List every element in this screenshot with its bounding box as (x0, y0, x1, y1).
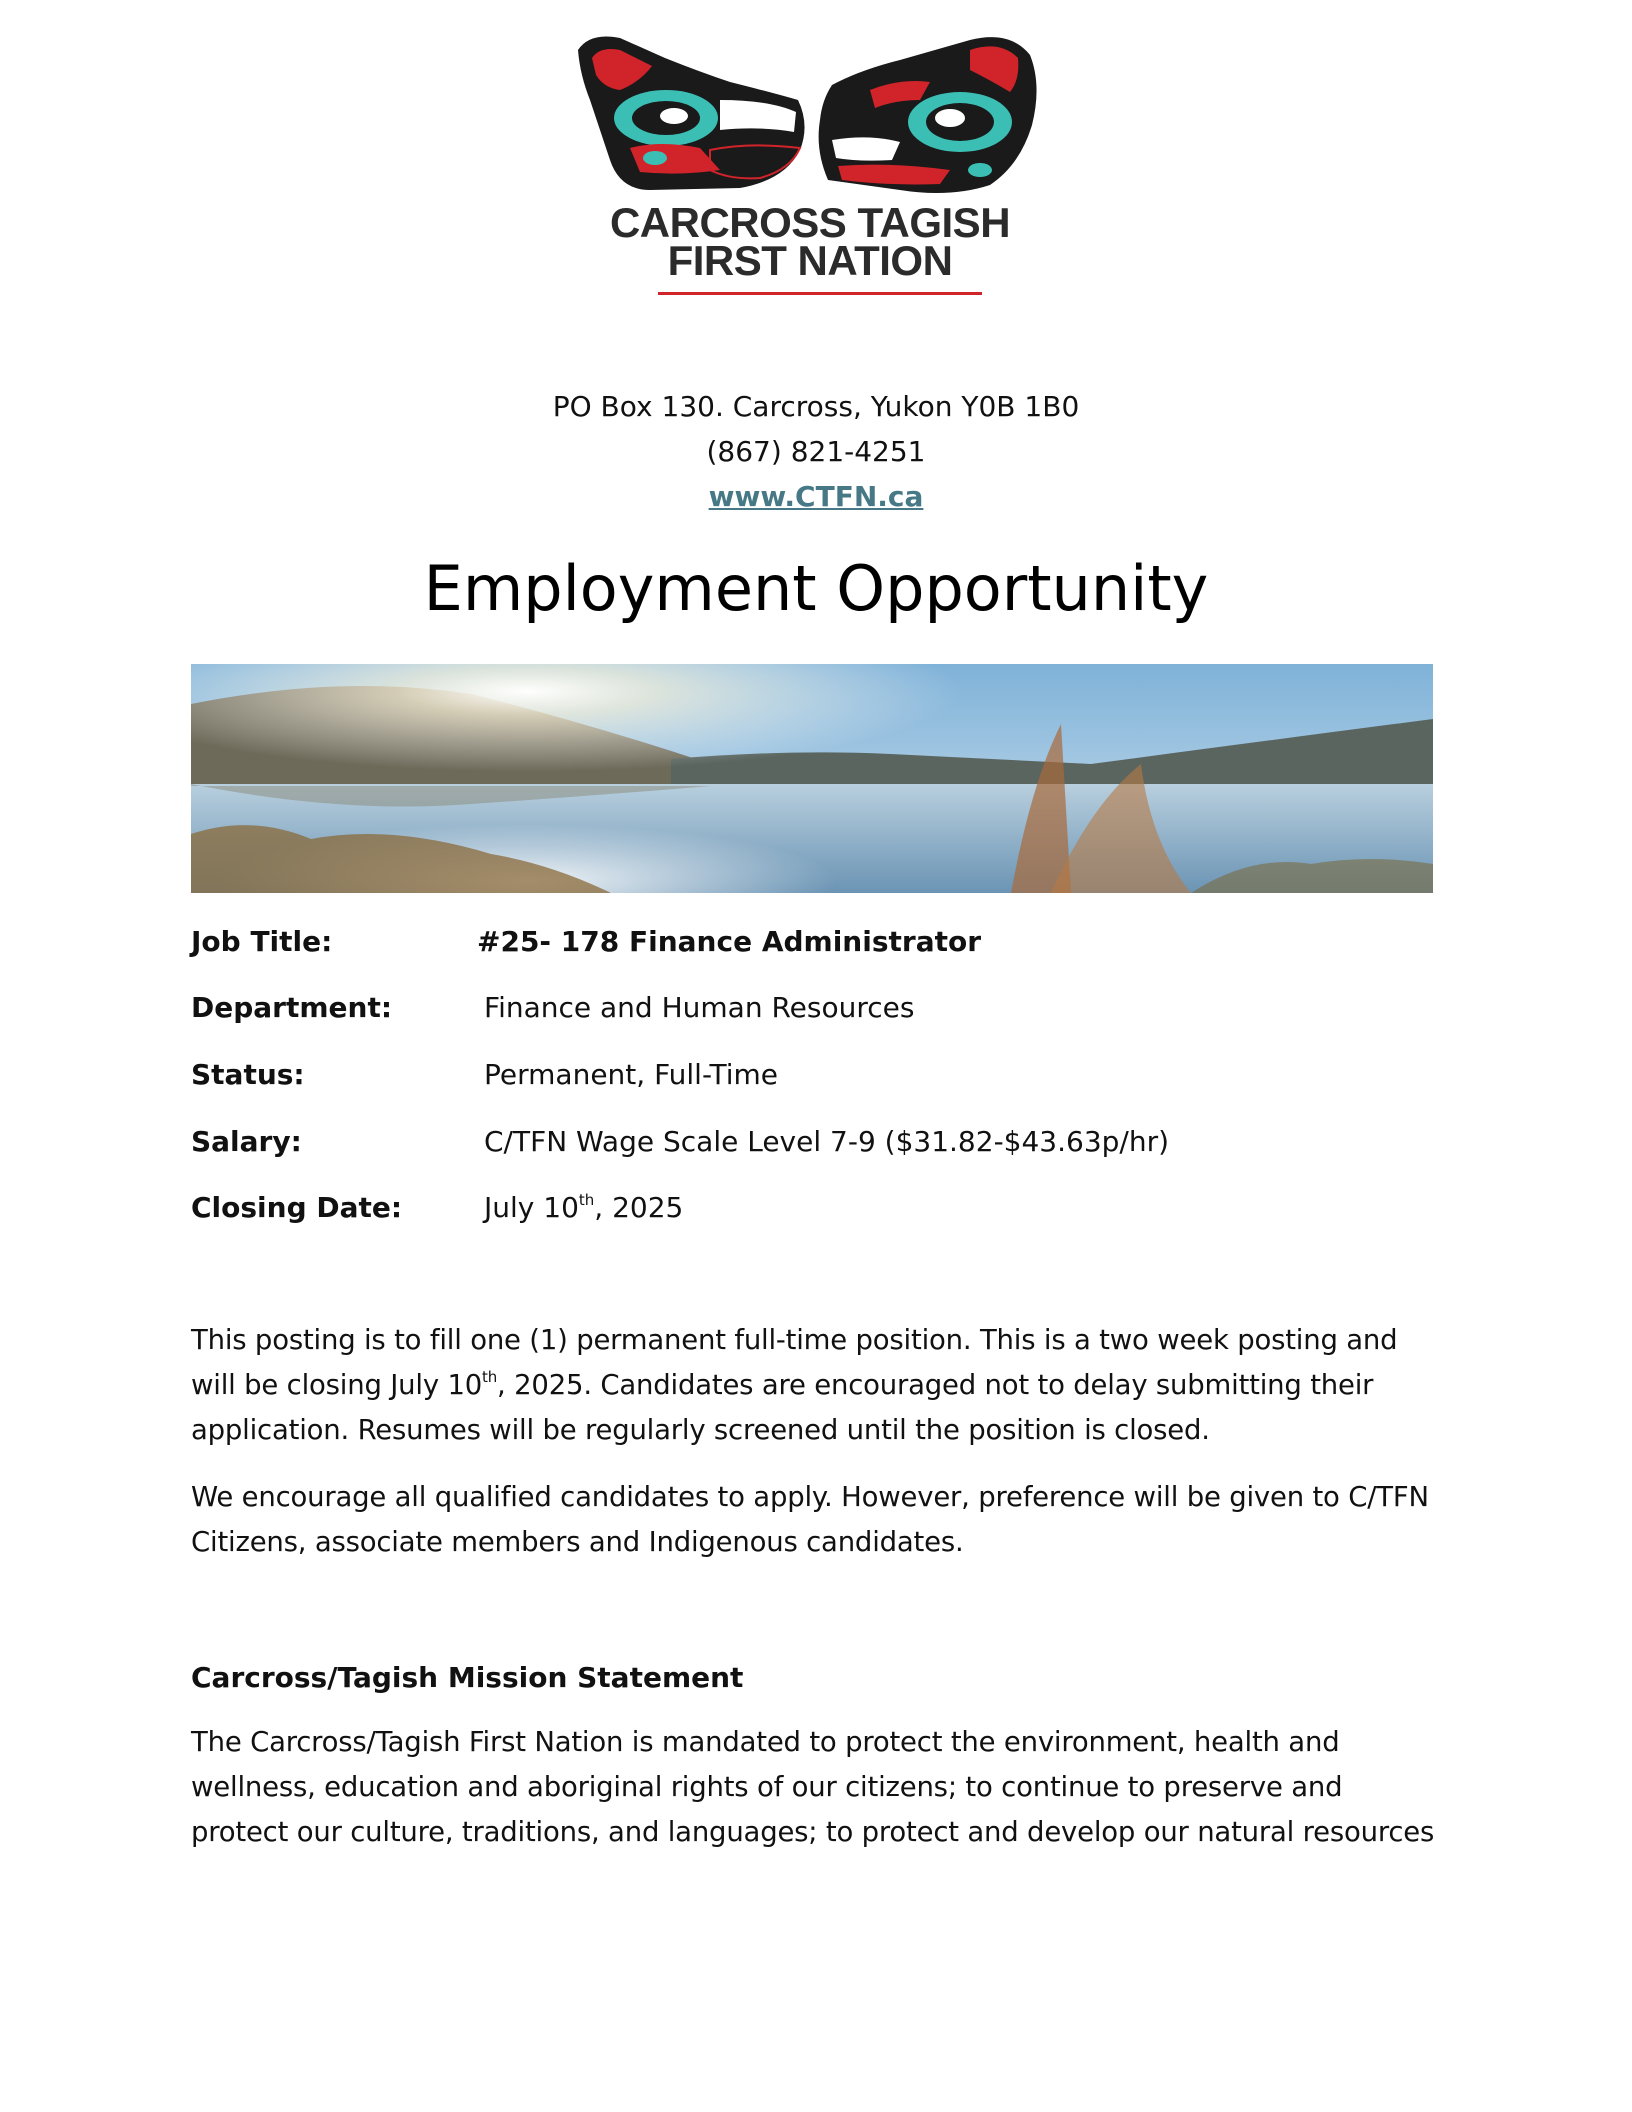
status-value: Permanent, Full-Time (484, 1058, 778, 1091)
posting-paragraph: This posting is to fill one (1) permanent full-time position. This is a two week posting and will be closing July 10th, 2025. Candidates are encouraged not to delay submitting their application. Resumes will be regularly screened until the position is closed. (191, 1324, 1398, 1446)
contact-address: PO Box 130. Carcross, Yukon Y0B 1B0 (552, 390, 1080, 423)
logo-name-line-2: FIRST NATION (667, 237, 953, 284)
closing-date-label: Closing Date: (191, 1191, 403, 1224)
website-link[interactable]: www.CTFN.ca (708, 480, 924, 513)
formline-art-icon (570, 30, 1050, 200)
job-title-label: Job Title: (191, 925, 333, 958)
department-value: Finance and Human Resources (484, 991, 915, 1024)
contact-website-row (0, 480, 1632, 513)
logo-name-line-1: CARCROSS TAGISH (609, 199, 1011, 246)
status-label: Status: (191, 1058, 305, 1091)
closing-date-value: July 10th, 2025 (484, 1191, 684, 1224)
ctfn-logo (570, 30, 1050, 300)
landscape-banner-image (191, 664, 1433, 893)
contact-phone: (867) 821-4251 (706, 435, 926, 468)
page-title: Employment Opportunity (423, 552, 1209, 625)
salary-label: Salary: (191, 1125, 302, 1158)
preference-paragraph: We encourage all qualified candidates to apply. However, preference will be given to C/TFN Citizens, associate members and Indigenous candidates. (191, 1481, 1429, 1558)
mission-paragraph: The Carcross/Tagish First Nation is mandated to protect the environment, health and wellness, education and aboriginal rights of our citizens; to continue to preserve and protect our culture, traditions, and languages; to protect and develop our natural resources (191, 1726, 1435, 1848)
salary-value: C/TFN Wage Scale Level 7-9 ($31.82-$43.63p/hr) (484, 1125, 1170, 1158)
mission-heading: Carcross/Tagish Mission Statement (191, 1661, 744, 1694)
job-title-value: #25- 178 Finance Administrator (477, 925, 982, 958)
logo-underline (658, 292, 982, 295)
department-label: Department: (191, 991, 393, 1024)
